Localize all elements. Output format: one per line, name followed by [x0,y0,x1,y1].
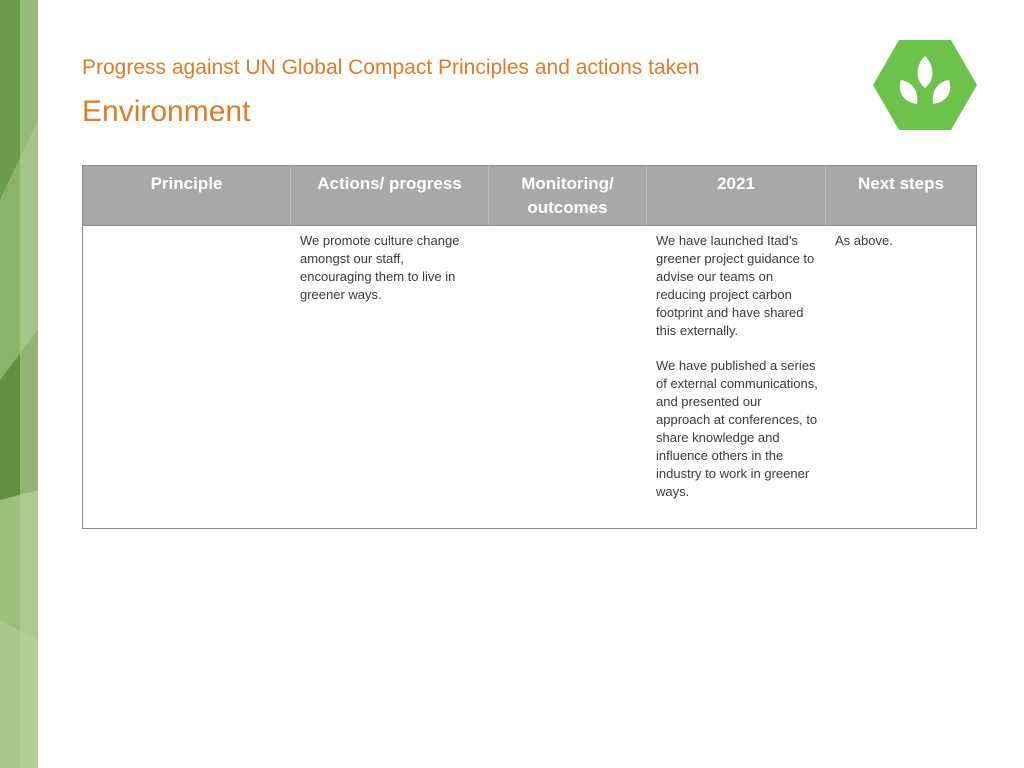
table-header-row [83,166,976,226]
cell-2021-paragraph: We have published a series of external communications, and presented our approach at conferences, to share knowledge and influence others in the industry to work in greener ways. [656,358,818,499]
header-next-steps: Next steps [825,166,976,225]
page-title: Environment [82,95,251,128]
cell-next-steps: As above. [835,233,893,248]
page-subtitle: Progress against UN Global Compact Principles and actions taken [82,56,700,79]
cell-2021-paragraph: We have launched Itad’s greener project guidance to advise our teams on reducing project carbon footprint and have shared this externally. [656,233,815,338]
header-monitoring: Monitoring/ outcomes [488,166,646,225]
principles-table [82,165,977,529]
leaf-sprout-icon [873,40,977,130]
header-2021: 2021 [646,166,825,225]
cell-actions: We promote culture change amongst our staff, encouraging them to live in greener ways. [300,233,460,302]
side-decoration-band [0,0,38,768]
header-actions: Actions/ progress [290,166,488,225]
header-principle: Principle [150,174,223,193]
cell-2021 [656,232,818,518]
